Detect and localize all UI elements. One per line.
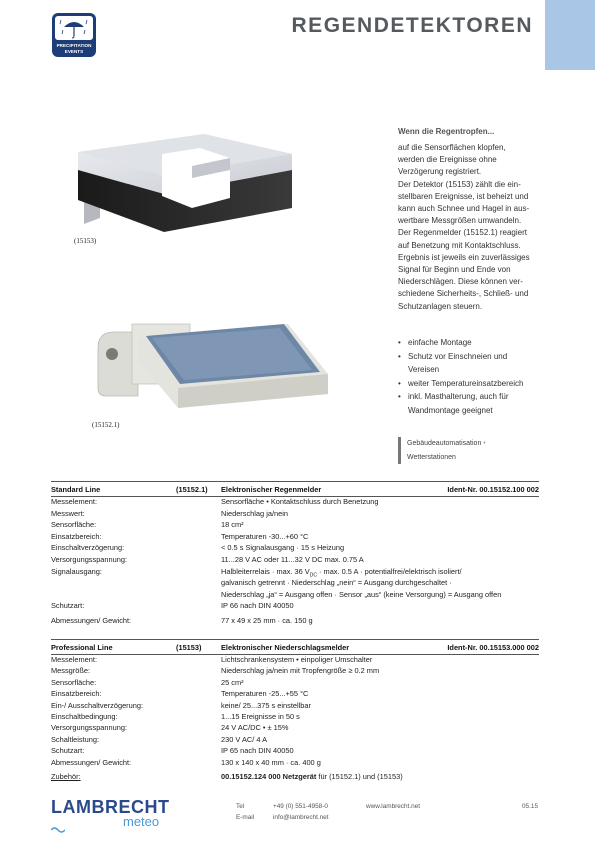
spec-label: Schutzart: bbox=[51, 601, 85, 611]
edition-date: 05.15 bbox=[522, 803, 538, 810]
accessory-number: 00.15152.124 000 bbox=[221, 772, 281, 781]
intro-title: Wenn die Regentropfen... bbox=[398, 127, 495, 136]
tel-label: Tel bbox=[236, 803, 245, 810]
spec-label: Einschaltverzögerung: bbox=[51, 543, 125, 553]
application-tags bbox=[407, 437, 547, 465]
caption-15153: (15153) bbox=[74, 237, 97, 245]
caption-15152-1: (15152.1) bbox=[92, 421, 120, 429]
feature-item: • inkl. Masthalterung, auch für bbox=[398, 390, 553, 404]
spec-value: 24 V AC/DC • ± 15% bbox=[221, 723, 289, 733]
feature-item-continuation: Wandmontage geeignet bbox=[408, 405, 493, 415]
spec-label: Versorgungsspannung: bbox=[51, 555, 128, 564]
spec-value: Halbleiterrelais · max. 36 $V_{DC} \cdot \max$. 0.5 A · potentialfrei/elektrisch isoliert/ bbox=[221, 566, 462, 579]
line-name: Professional Line bbox=[51, 643, 113, 652]
spec-label: Messwert: bbox=[51, 508, 85, 518]
spec-value: IP 66 nach DIN 40050 bbox=[221, 601, 294, 611]
brand-name: LAMBRECHT bbox=[51, 797, 170, 817]
spec-value: Sensorfläche • Kontaktschluss durch Benetzung bbox=[221, 497, 379, 506]
intro-line: auf die Sensorflächen klopfen, bbox=[398, 143, 506, 152]
header-accent-bar bbox=[545, 0, 595, 70]
spec-label: Sensorfläche: bbox=[51, 677, 97, 687]
product-name: Elektronischer Niederschlagsmelder bbox=[221, 643, 350, 652]
spec-value: Lichtschrankensystem • einpoliger Umschalter bbox=[221, 655, 373, 664]
intro-line: Der Regenmelder (15152.1) reagiert bbox=[398, 228, 527, 238]
spec-label: Schaltleistung: bbox=[51, 734, 100, 744]
spec-label: Einsatzbereich: bbox=[51, 689, 102, 699]
wave-icon bbox=[51, 821, 63, 827]
ident-number: Ident-Nr. 00.15153.000 002 bbox=[447, 643, 539, 652]
spec-label: Signalausgang: bbox=[51, 566, 102, 576]
line-name: Standard Line bbox=[51, 485, 101, 494]
intro-line: Verzögerung registriert. bbox=[398, 167, 482, 177]
feature-list bbox=[398, 336, 553, 418]
feature-item: • einfache Montage bbox=[398, 336, 553, 350]
spec-value: 1...15 Ereignisse in 50 s bbox=[221, 712, 300, 721]
brand-sub: meteo bbox=[123, 814, 160, 829]
spec-label: Messelement: bbox=[51, 497, 98, 506]
spec-label: Ein-/ Ausschaltverzögerung: bbox=[51, 700, 144, 710]
spec-value: < 0.5 s Signalausgang · 15 s Heizung bbox=[221, 543, 345, 553]
spec-value: Temperaturen -25...+55 °C bbox=[221, 689, 309, 699]
accessory-label: Zubehör: bbox=[51, 772, 81, 781]
spec-label: Sensorfläche: bbox=[51, 520, 97, 530]
mail-label: E-mail bbox=[236, 814, 255, 821]
spec-value: IP 65 nach DIN 40050 bbox=[221, 746, 294, 756]
intro-line: werden die Ereignisse ohne bbox=[398, 155, 497, 165]
lambrecht-logo bbox=[51, 797, 170, 832]
intro-line: wertbare Messgrößen umwandeln. bbox=[398, 216, 522, 226]
feature-item: • weiter Temperatureinsatzbereich bbox=[398, 377, 553, 391]
spec-value: 230 V AC/ 4 A bbox=[221, 734, 268, 744]
intro-text bbox=[398, 142, 548, 313]
professional-line-header bbox=[51, 639, 539, 655]
feature-item-continuation: Vereisen bbox=[408, 365, 440, 375]
email-link[interactable]: info@lambrecht.net bbox=[273, 814, 329, 821]
spec-label: Abmessungen/ Gewicht: bbox=[51, 757, 132, 767]
spec-label: Schutzart: bbox=[51, 746, 85, 756]
spec-label: Messelement: bbox=[51, 655, 98, 664]
spec-value: Temperaturen -30...+60 °C bbox=[221, 531, 309, 541]
badge-line-2: EVENTS bbox=[64, 49, 84, 54]
product-image-15152-1 bbox=[92, 318, 337, 418]
spec-label: Einsatzbereich: bbox=[51, 531, 102, 541]
tag-building-automation: Gebäudeautomatisation bbox=[407, 440, 482, 447]
spec-label: Einschaltbedingung: bbox=[51, 712, 118, 721]
spec-label: Abmessungen/ Gewicht: bbox=[51, 616, 132, 625]
ident-number: Ident-Nr. 00.15152.100 002 bbox=[447, 485, 539, 494]
intro-line: Schutzanlagen steuern. bbox=[398, 301, 483, 311]
intro-line: Ergebnis ist jeweils ein zuverlässiges bbox=[398, 252, 530, 262]
tag-separator: • bbox=[483, 440, 486, 447]
spec-label: Messgröße: bbox=[51, 666, 91, 676]
tag-divider bbox=[398, 437, 401, 464]
spec-value: galvanisch getrennt · Niederschlag „nein“ = Ausgang durchgeschaltet · bbox=[221, 578, 452, 588]
spec-value: keine/ 25...375 s einstellbar bbox=[221, 700, 311, 710]
feature-item: • Schutz vor Einschneien und bbox=[398, 350, 553, 364]
tag-weather-stations: Wetterstationen bbox=[407, 454, 456, 461]
page-title: REGENDETEKTOREN bbox=[291, 14, 533, 37]
spec-value: 130 x 140 x 40 mm · ca. 400 g bbox=[221, 757, 321, 767]
spec-value: Niederschlag ja/nein bbox=[221, 508, 288, 518]
intro-line: auf Benetzung mit Kontaktschluss. bbox=[398, 240, 521, 250]
spec-value: 77 x 49 x 25 mm · ca. 150 g bbox=[221, 616, 313, 625]
intro-line: schiedene Sicherheits-, Schließ- und bbox=[398, 289, 529, 299]
intro-line: Signal für Beginn und Ende von bbox=[398, 265, 511, 275]
precipitation-events-badge bbox=[52, 13, 96, 57]
spec-value: 18 cm² bbox=[221, 520, 244, 530]
website-link[interactable]: www.lambrecht.net bbox=[366, 803, 420, 810]
product-code: (15152.1) bbox=[176, 485, 208, 494]
intro-line: Niederschlägen. Diese können ver- bbox=[398, 277, 523, 287]
spec-label: Versorgungsspannung: bbox=[51, 723, 128, 733]
product-name: Elektronischer Regenmelder bbox=[221, 485, 322, 494]
spec-value: Niederschlag „ja“ = Ausgang offen · Sensor „aus“ (keine Versorgung) = Ausgang offen bbox=[221, 589, 502, 599]
spec-value: 25 cm² bbox=[221, 677, 244, 687]
badge-line-1: PRECIPITATION bbox=[56, 43, 92, 48]
spec-value: Niederschlag ja/nein mit Tropfengröße ≥ 0.2 mm bbox=[221, 666, 380, 676]
umbrella-icon bbox=[55, 16, 93, 40]
accessory-name: Netzgerät bbox=[282, 772, 317, 781]
intro-line: Der Detektor (15153) zählt die ein- bbox=[398, 179, 521, 189]
spec-value: 11...28 V AC oder 11...32 V DC max. 0.75 A bbox=[221, 555, 364, 564]
product-image-15153 bbox=[70, 120, 310, 245]
tel-number: +49 (0) 551-4958-0 bbox=[273, 803, 328, 810]
standard-line-header bbox=[51, 481, 539, 497]
intro-line: stellbaren Ereignisse, ist beheizt und bbox=[398, 191, 529, 201]
product-code: (15153) bbox=[176, 643, 202, 652]
accessory-text: für (15152.1) und (15153) bbox=[318, 772, 403, 781]
intro-line: kann auch Schnee und Hagel in aus- bbox=[398, 204, 530, 214]
